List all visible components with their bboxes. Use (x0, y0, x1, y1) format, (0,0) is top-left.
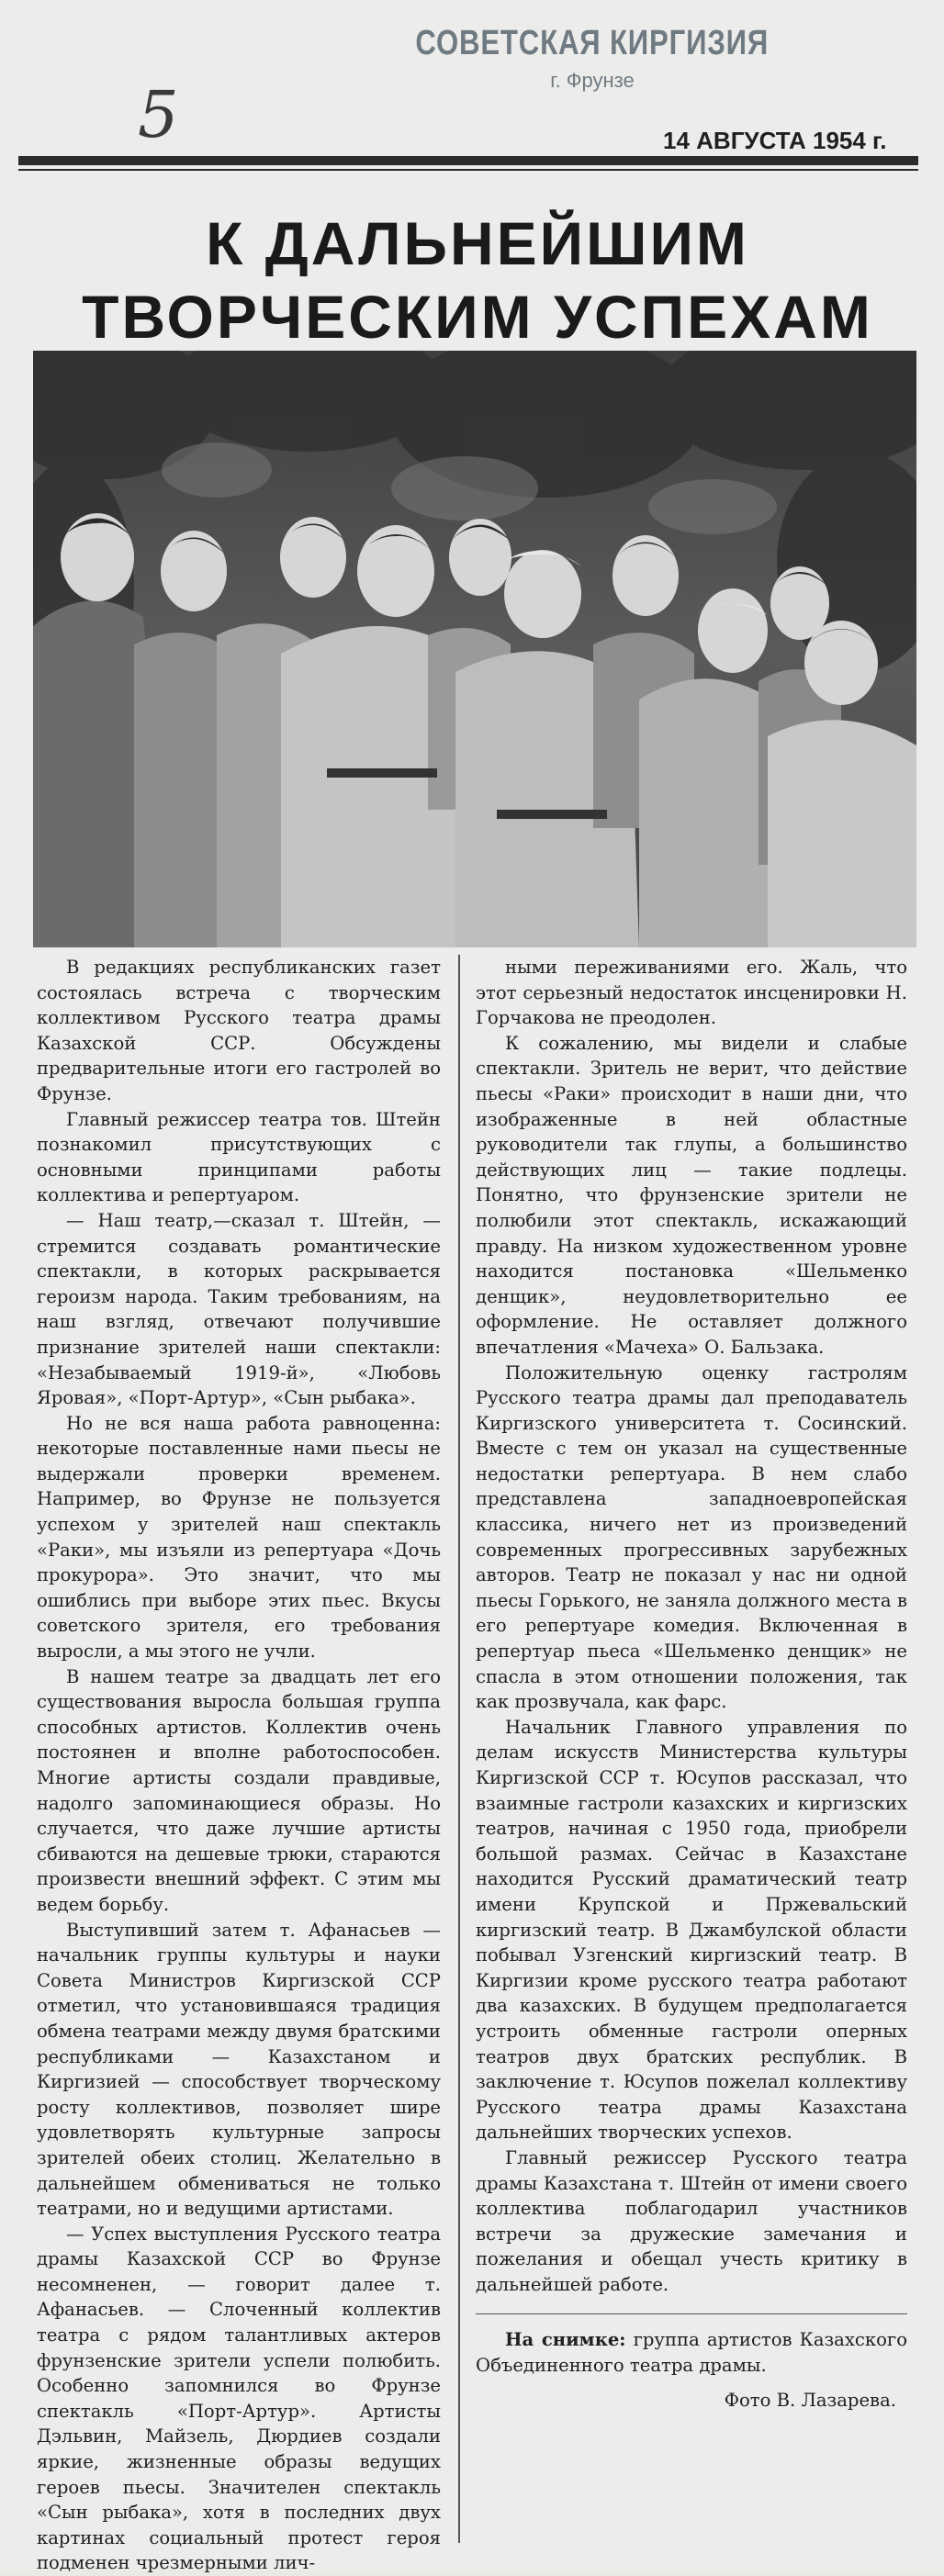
headline-line-1: К ДАЛЬНЕЙШИМ (206, 209, 749, 277)
header-rule (18, 156, 918, 165)
photo-caption (476, 2327, 907, 2378)
caption-divider (476, 2313, 907, 2314)
newspaper-city: г. Фрунзе (550, 69, 635, 92)
newspaper-name: СОВЕТСКАЯ КИРГИЗИЯ (415, 24, 770, 62)
caption-text: группа артистов Казахского Объединенного театра драмы. (476, 2329, 907, 2377)
article-headline (18, 207, 937, 353)
paragraph: К сожалению, мы видели и слабые спектакли. Зритель не верит, что действие пьесы «Раки» происходит в наши дни, что изображенные в ней областные руководители так глупы, а большинство действующих лиц — такие подлецы. Понятно, что фрунзенские зрители не полюбили этот спектакль, искажающий правду. На низком художественном уровне находится постановка «Шельменко денщик», неудовлетворительно ее оформление. Не оставляет должного впечатления «Мачеха» О. Бальзака. (476, 1032, 907, 1358)
paragraph: В нашем театре за двадцать лет его существования выросла большая группа способных артистов. Коллектив очень постоянен и вполне работоспособен. Многие артисты создали правдивые, надолго запоминающиеся образы. Но случается, что даже лучшие артисты сбиваются на дешевые трюки, стараются произвести внешний эффект. С этим мы ведем борьбу. (37, 1665, 441, 1915)
paragraph: Положительную оценку гастролям Русского театра драмы дал преподаватель Киргизского университета т. Сосинский. Вместе с тем он указал на существенные недостатки репертуара. В нем слабо представлена западноевропейская классика, ничего нет из произведений современных прогрессивных зарубежных авторов. Театр не показал у нас ни одной пьесы Горького, не заняла должного места в его репертуаре комедия. Включенная в репертуар пьеса «Шельменко денщик» не спасла в этом отношении положения, так как прозвучала, как фарс. (476, 1361, 907, 1713)
headline-line-2: ТВОРЧЕСКИМ УСПЕХАМ (82, 283, 873, 351)
paragraph: — Успех выступления Русского театра драмы Казахской ССР во Фрунзе несомненен, — говорит далее т. Афанасьев. — Слоченный коллектив театра с рядом талантливых актеров фрунзенские зрители успели полюбить. Особенно запомнился во Фрунзе спектакль «Порт-Артур». Артисты Дэльвин, Майзель, Дюрдиев создали яркие, жизненные образы ведущих героев пьесы. Значителен спектакль «Сын рыбака», хотя в последних двух картинах социальный протест героя подменен чрезмерными лич- (37, 2223, 441, 2574)
paragraph: Главный режиссер театра тов. Штейн познакомил присутствующих с основными принципами работы коллектива и репертуаром. (37, 1108, 441, 1206)
paragraph: В редакциях республиканских газет состоялась встреча с творческим коллективом Русского театра драмы Казахской ССР. Обсуждены предварительные итоги его гастролей во Фрунзе. (37, 957, 441, 1104)
article-column-right (476, 955, 907, 2413)
page-number: 5 (138, 77, 179, 152)
article-column-left (37, 955, 441, 2576)
caption-label: На снимке: (505, 2329, 626, 2351)
issue-date: 14 АВГУСТА 1954 г. (663, 127, 887, 154)
group-photo-illustration (33, 351, 916, 947)
column-divider (458, 955, 460, 2543)
photo-credit: Фото В. Лазарева. (724, 2389, 896, 2411)
paragraph: Выступивший затем т. Афанасьев — начальник группы культуры и науки Совета Министров Киргизской ССР отметил, что установившаяся традиция обмена театрами между двумя братскими республиками — Казахстаном и Киргизией — способствует творческому росту коллективов, позволяет шире удовлетворять культурные запросы зрителей обеих столиц. Желательно в дальнейшем обмениваться не только театрами, но и ведущими артистами. (37, 1919, 441, 2220)
paragraph: Начальник Главного управления по делам искусств Министерства культуры Киргизской ССР т. Юсупов рассказал, что взаимные гастроли казахских и киргизских театров, начиная с 1950 года, приобрели большой размах. Сейчас в Казахстане находится Русский драматический театр имени Крупской и Пржевальский киргизский театр. В Джамбулской области побывал Узгенский киргизский театр. В Киргизии кроме русского театра работают два казахских. В будущем предполагается устроить обменные гастроли оперных театров двух братских республик. В заключение т. Юсупов пожелал коллективу Русского театра драмы Казахстана дальнейших творческих успехов. (476, 1716, 907, 2144)
paragraph: ными переживаниями его. Жаль, что этот серьезный недостаток инсценировки Н. Горчакова не преодолен. (476, 957, 907, 1029)
library-stamp (386, 24, 770, 93)
group-photo (33, 351, 916, 947)
paragraph: Главный режиссер Русского театра драмы Казахстана т. Штейн от имени своего коллектива поблагодарил участников встречи за дружеские замечания и пожелания и обещал учесть критику в дальнейшей работе. (476, 2146, 907, 2295)
paragraph: Но не вся наша работа равноценна: некоторые поставленные нами пьесы не выдержали проверки временем. Например, во Фрунзе не пользуется успехом у зрителей наш спектакль «Раки», мы изъяли из репертуара «Дочь прокурора». Это значит, что мы ошиблись при выборе этих пьес. Вкусы советского зрителя, его требования выросли, а мы этого не учли. (37, 1412, 441, 1663)
paragraph: — Наш театр,—сказал т. Штейн, — стремится создавать романтические спектакли, в которых раскрывается героизм народа. Таким требованиям, на наш взгляд, отвечают получившие признание зрителей наши спектакли: «Незабываемый 1919-й», «Любовь Яровая», «Порт-Артур», «Сын рыбака». (37, 1209, 441, 1409)
header-rule-thin (18, 169, 918, 171)
